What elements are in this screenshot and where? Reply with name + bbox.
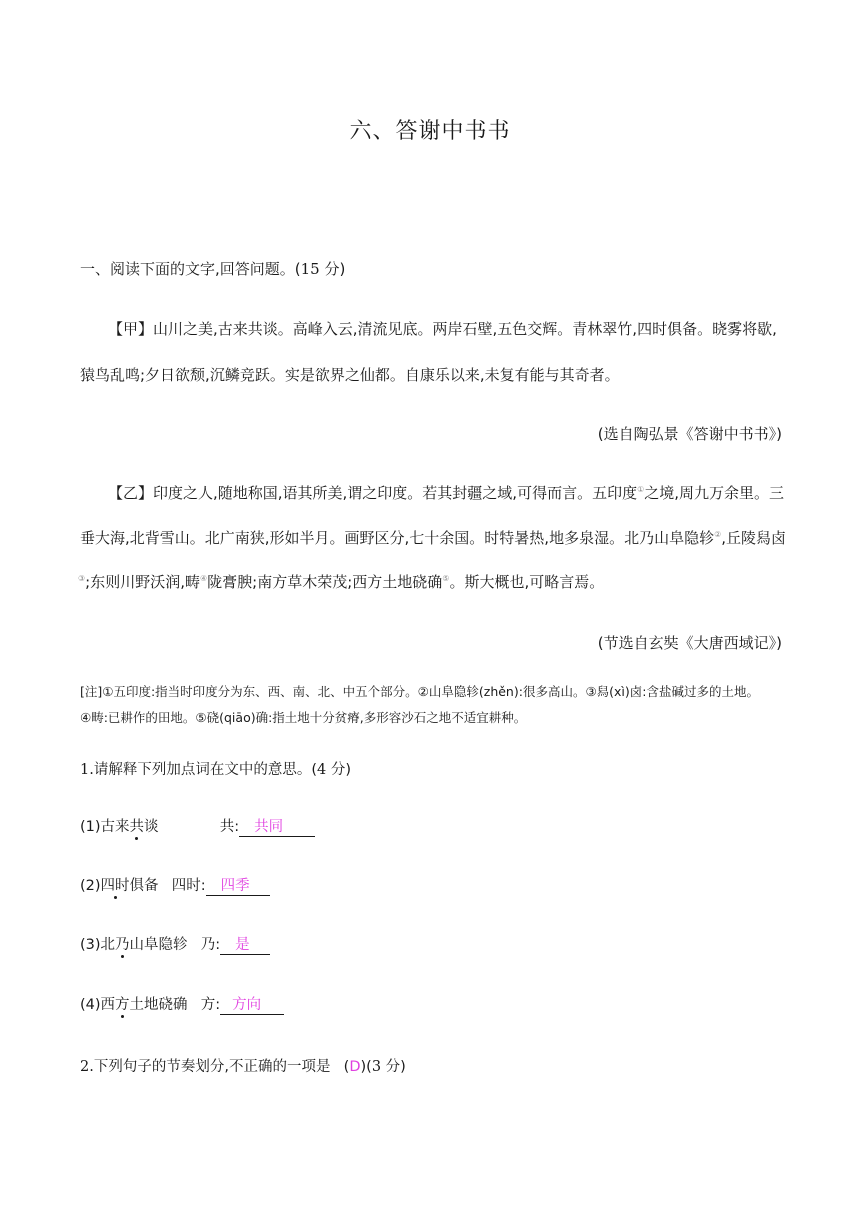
footnote-marker: ④ [200,574,208,583]
footnote-marker: ③ [78,574,86,583]
q1-item-1: (1)古来共谈 共: 共同 [80,815,315,837]
q1-item-4: (4)西方土地硗确 方: 方向 [80,993,284,1015]
q1-item-3: (3)北乃山阜隐轸 乃: 是 [80,933,270,955]
answer-blank[interactable] [206,877,270,896]
dotted-word: 乃 [115,933,130,954]
answer-text: 四季 [220,878,250,894]
answer-blank[interactable] [239,818,315,837]
notes-line-2: ④畴:已耕作的田地。⑤硗(qiāo)确:指土地十分贫瘠,多形容沙石之地不适宜耕种。 [80,710,527,725]
yi-line-2: 垂大海,北背雪山。北广南狭,形如半月。画野区分,七十余国。时特暑热,地多泉湿。北乃山阜隐轸②,丘陵舄卤 [80,529,787,547]
answer-blank[interactable] [220,996,284,1015]
yi-line-3: ③;东则川野沃润,畴④陇膏腴;南方草木荣茂;西方土地硗确⑤。斯大概也,可略言焉。 [78,573,605,591]
answer-text: 共同 [254,819,284,835]
footnote-marker: ② [714,530,722,539]
dotted-word: 共 [130,815,145,836]
answer-choice: D [349,1059,361,1075]
notes-line-1: [注]①五印度:指当时印度分为东、西、南、北、中五个部分。②山阜隐轸(zhěn):很多高山。③舄(xì)卤:含盐碱过多的土地。 [80,684,759,699]
q1-item-2: (2)四时俱备 四时: 四季 [80,874,270,896]
dotted-word: 四时 [101,874,130,895]
answer-blank[interactable] [220,936,270,955]
answer-text: 是 [235,937,250,953]
footnote-marker: ⑤ [442,574,450,583]
page-title: 六、答谢中书书 [349,119,511,144]
footnote-marker: ① [637,485,645,494]
question-2: 2.下列句子的节奏划分,不正确的一项是 (D)(3 分) [80,1059,406,1075]
jia-line-2: 猿鸟乱鸣;夕日欲颓,沉鳞竞跃。实是欲界之仙都。自康乐以来,未复有能与其奇者。 [80,366,620,384]
jia-source: (选自陶弘景《答谢中书书》) [597,425,782,443]
question-1: 1.请解释下列加点词在文中的意思。(4 分) [80,762,352,778]
yi-line-1: 【乙】印度之人,随地称国,语其所美,谓之印度。若其封疆之域,可得而言。五印度①之境,周九万余里。三 [108,484,785,502]
dotted-word: 方 [115,993,130,1014]
yi-source: (节选自玄奘《大唐西域记》) [597,634,782,652]
section-heading: 一、阅读下面的文字,回答问题。(15 分) [80,260,346,278]
answer-text: 方向 [232,997,262,1013]
jia-line-1: 【甲】山川之美,古来共谈。高峰入云,清流见底。两岸石壁,五色交辉。青林翠竹,四时俱备。晓雾将歇, [108,320,777,338]
